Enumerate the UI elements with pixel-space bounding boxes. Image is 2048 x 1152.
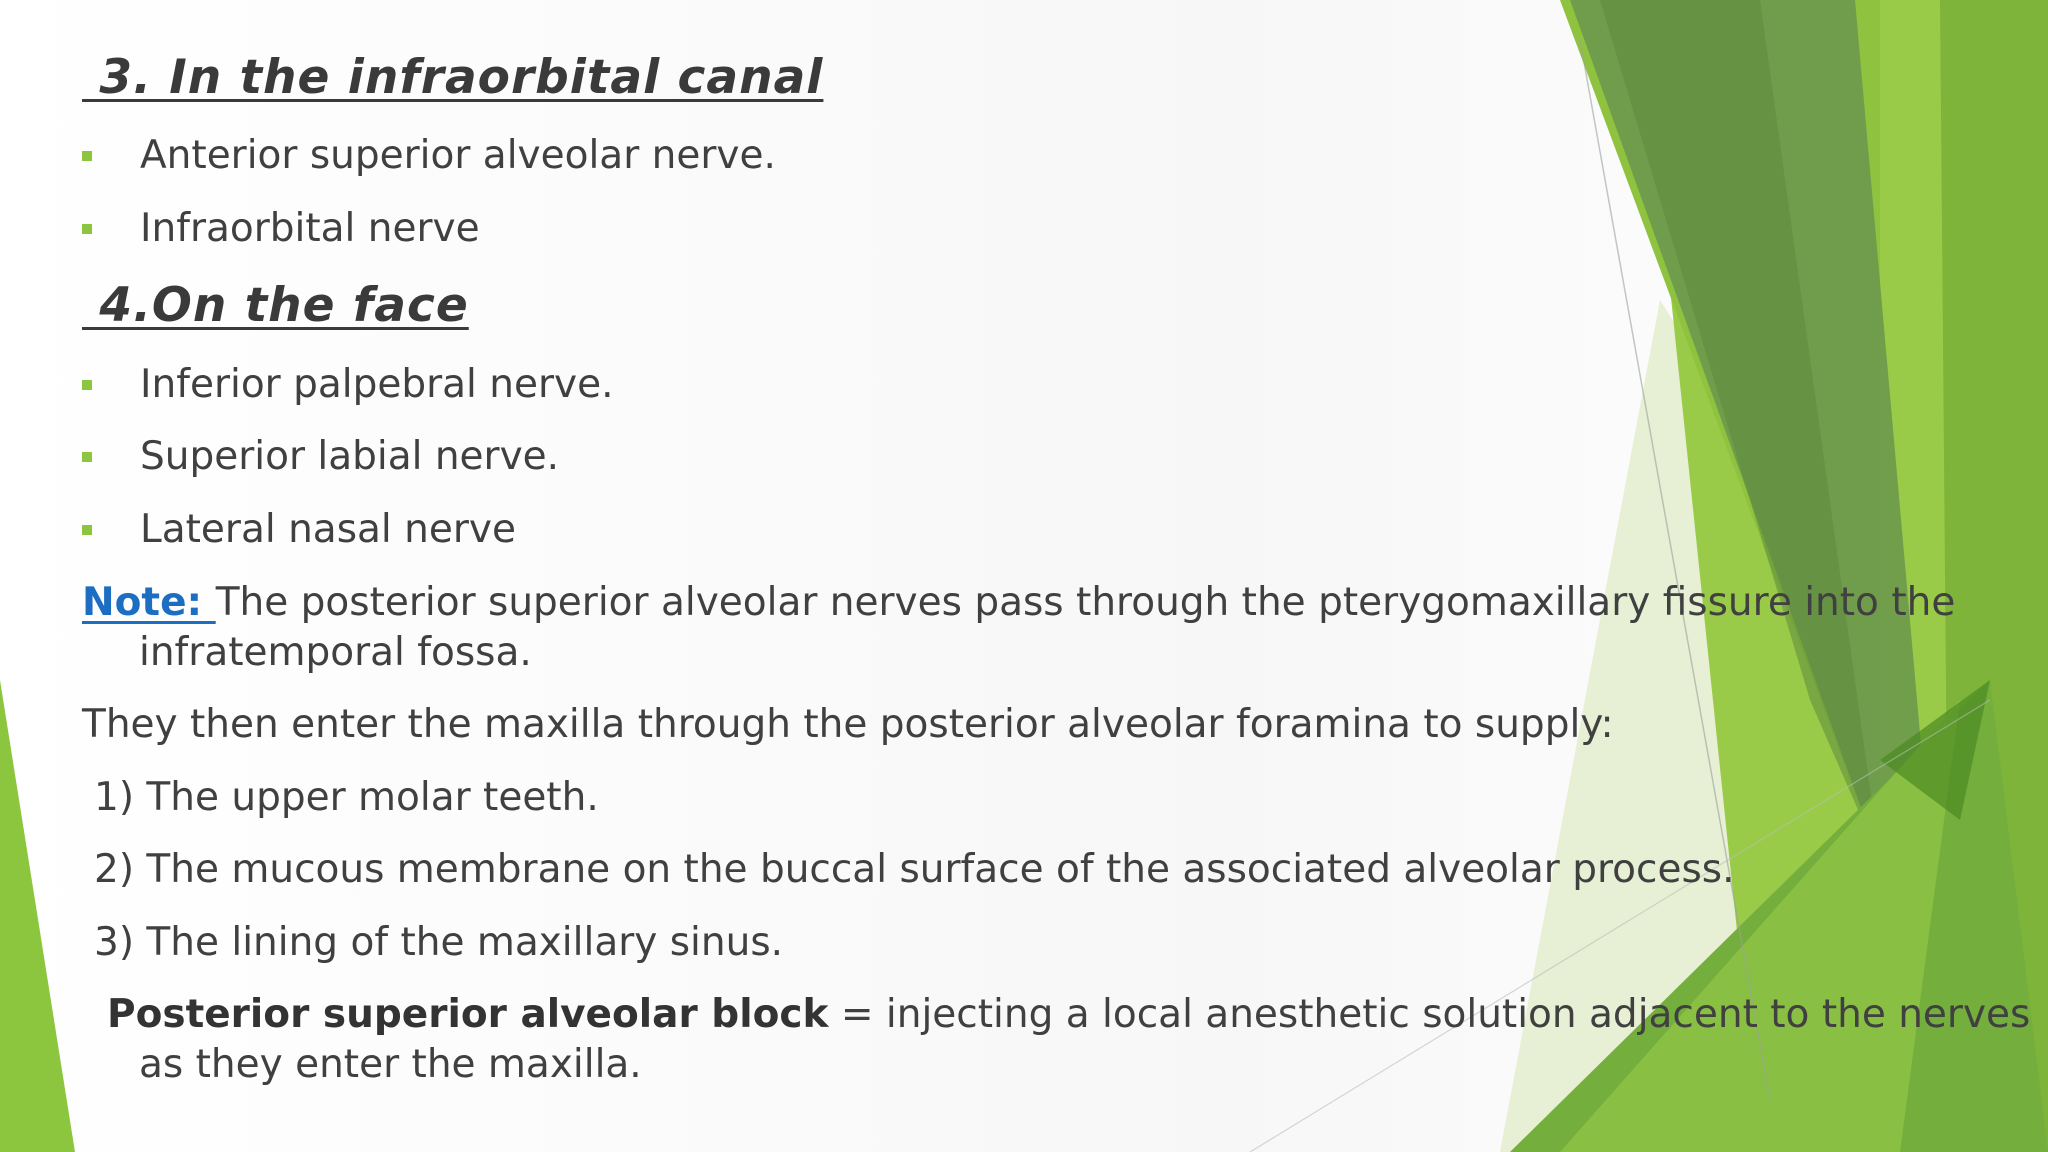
section-heading-on-the-face: 4.On the face bbox=[82, 278, 469, 333]
square-bullet-icon bbox=[82, 525, 92, 535]
block-definition bbox=[107, 990, 2030, 1040]
numbered-item: 3) The lining of the maxillary sinus. bbox=[94, 920, 784, 965]
block-definition-text: = injecting a local anesthetic solution adjacent to the nerves bbox=[828, 992, 2031, 1037]
note-text-line1: The posterior superior alveolar nerves pass through the pterygomaxillary fissure into the bbox=[215, 580, 1956, 625]
square-bullet-icon bbox=[82, 380, 92, 390]
square-bullet-icon bbox=[82, 224, 92, 234]
list-item-text: Anterior superior alveolar nerve. bbox=[140, 133, 776, 178]
supply-intro: They then enter the maxilla through the posterior alveolar foramina to supply: bbox=[82, 702, 1614, 747]
block-term: Posterior superior alveolar block bbox=[107, 992, 829, 1037]
numbered-item: 2) The mucous membrane on the buccal surface of the associated alveolar process. bbox=[94, 847, 1735, 892]
list-item-text: Infraorbital nerve bbox=[140, 206, 480, 251]
list-item-text: Lateral nasal nerve bbox=[140, 507, 516, 552]
list-item-text: Inferior palpebral nerve. bbox=[140, 362, 614, 407]
section-heading-infraorbital-canal: 3. In the infraorbital canal bbox=[82, 50, 824, 105]
square-bullet-icon bbox=[82, 452, 92, 462]
square-bullet-icon bbox=[82, 151, 92, 161]
note-paragraph bbox=[82, 578, 1955, 628]
numbered-item: 1) The upper molar teeth. bbox=[94, 775, 599, 820]
note-link[interactable]: Note: bbox=[82, 580, 216, 625]
list-item-text: Superior labial nerve. bbox=[140, 434, 560, 479]
block-definition-line2: as they enter the maxilla. bbox=[139, 1042, 642, 1087]
note-text-line2: infratemporal fossa. bbox=[139, 630, 532, 675]
